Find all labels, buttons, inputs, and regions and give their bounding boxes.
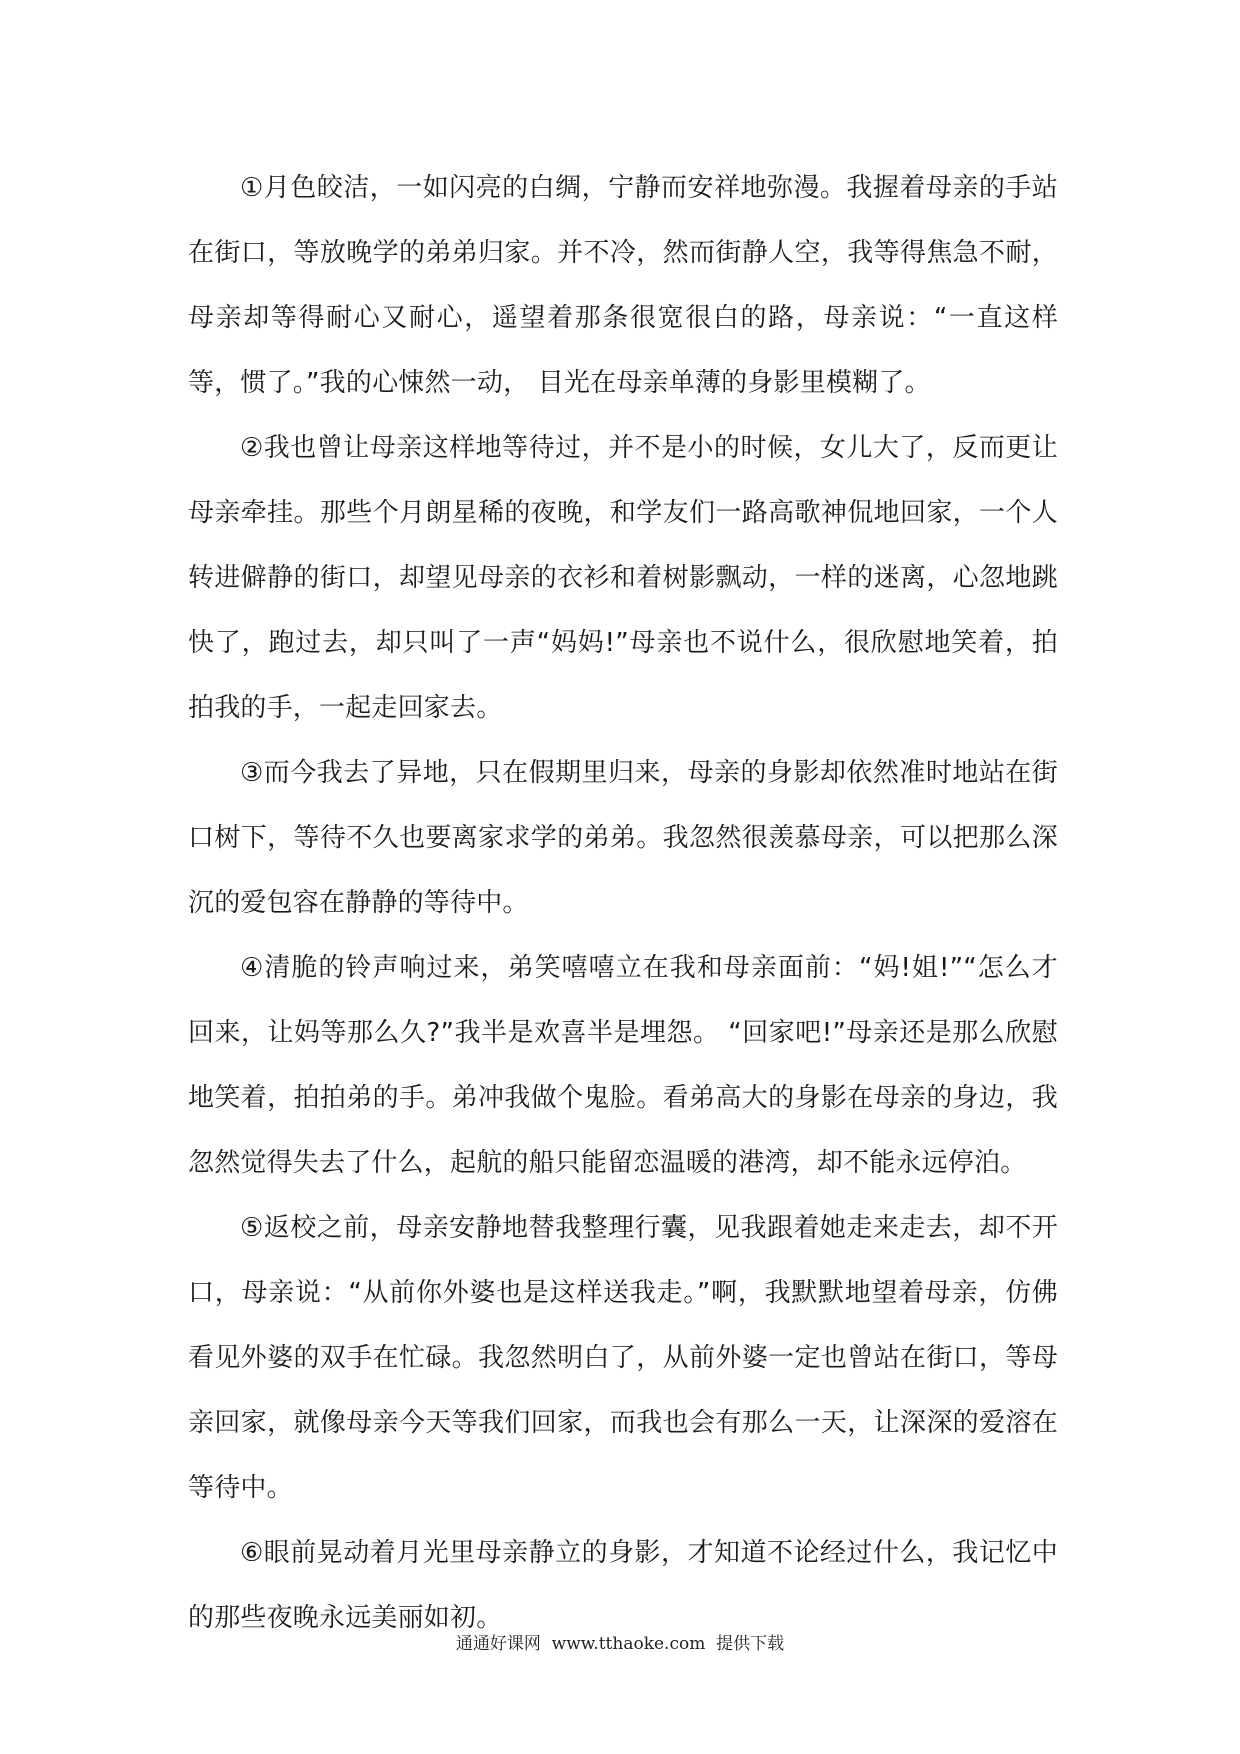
paragraph-4: ④清脆的铃声响过来，弟笑嘻嘻立在我和母亲面前：“妈!姐!”“怎么才回来，让妈等那么久?”我半是欢喜半是埋怨。 “回家吧!”母亲还是那么欣慰地笑着，拍拍弟的手。弟冲我做个鬼脸。看弟高大的身影在母亲的身边，我忽然觉得失去了什么，起航的船只能留恋温暖的港湾，却不能永远停泊。 (188, 953, 1058, 1178)
paragraph-1: ①月色皎洁，一如闪亮的白绸，宁静而安祥地弥漫。我握着母亲的手站在街口，等放晚学的弟弟归家。并不冷，然而街静人空，我等得焦急不耐，母亲却等得耐心又耐心，遥望着那条很宽很白的路，母亲说：“一直这样等，惯了。”我的心悚然一动， 目光在母亲单薄的身影里模糊了。 (188, 173, 1058, 398)
article-body (188, 156, 1058, 1651)
paragraph-6: ⑥眼前晃动着月光里母亲静立的身影，才知道不论经过什么，我记忆中的那些夜晚永远美丽如初。 (188, 1538, 1058, 1633)
page-footer: 通通好课网 www.tthaoke.com 提供下载 (455, 1634, 785, 1654)
paragraph-5: ⑤返校之前，母亲安静地替我整理行囊，见我跟着她走来走去，却不开口，母亲说：“从前你外婆也是这样送我走。”啊，我默默地望着母亲，仿佛看见外婆的双手在忙碌。我忽然明白了，从前外婆一定也曾站在街口，等母亲回家，就像母亲今天等我们回家，而我也会有那么一天，让深深的爱溶在等待中。 (188, 1213, 1058, 1503)
paragraph-2: ②我也曾让母亲这样地等待过，并不是小的时候，女儿大了，反而更让母亲牵挂。那些个月朗星稀的夜晚，和学友们一路高歌神侃地回家，一个人转进僻静的街口，却望见母亲的衣衫和着树影飘动，一样的迷离，心忽地跳快了，跑过去，却只叫了一声“妈妈!”母亲也不说什么，很欣慰地笑着，拍拍我的手，一起走回家去。 (188, 433, 1058, 723)
paragraph-3: ③而今我去了异地，只在假期里归来，母亲的身影却依然准时地站在街口树下，等待不久也要离家求学的弟弟。我忽然很羡慕母亲，可以把那么深沉的爱包容在静静的等待中。 (188, 758, 1058, 918)
